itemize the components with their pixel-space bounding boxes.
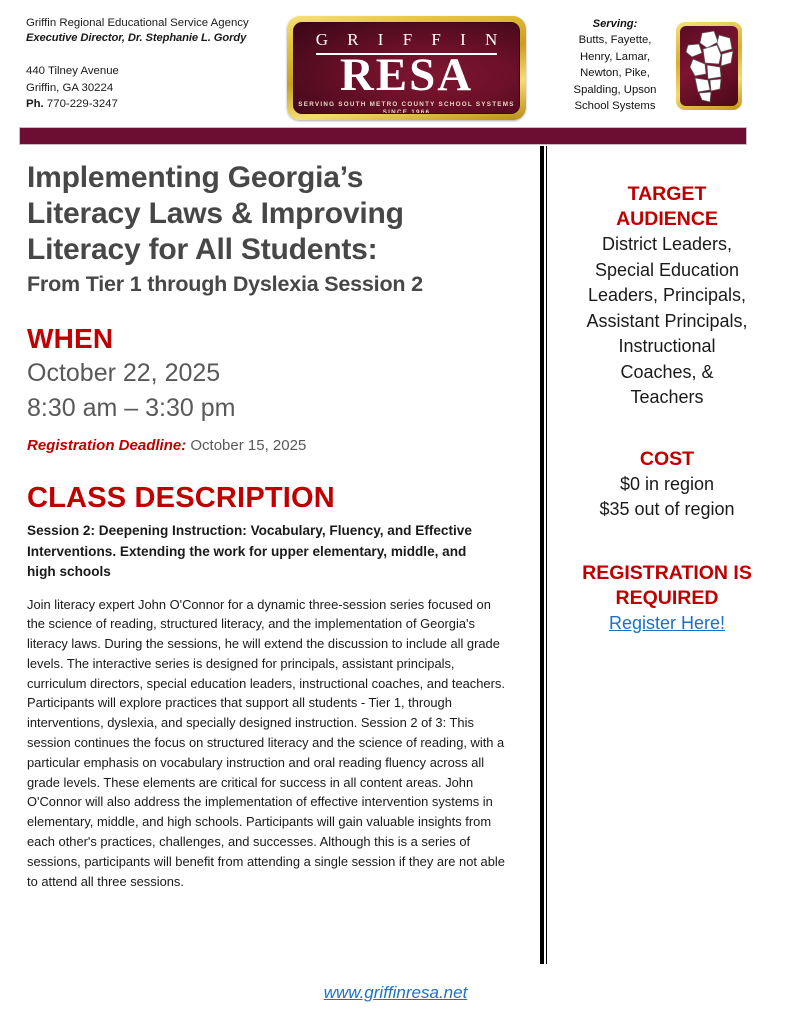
agency-name: Griffin Regional Educational Service Agency <box>26 17 249 29</box>
title-subtitle: From Tier 1 through Dyslexia Session 2 <box>27 272 423 296</box>
event-date: October 22, 2025 <box>27 359 221 387</box>
registration-heading-2: REQUIRED <box>615 586 719 609</box>
audience-line: Assistant Principals, <box>586 310 748 331</box>
target-audience-heading-2: AUDIENCE <box>616 208 718 230</box>
title-line: Implementing Georgia’s <box>27 161 364 194</box>
logo-tagline-primary: SERVING SOUTH METRO COUNTY SCHOOL SYSTEMS <box>298 101 515 108</box>
cost-block <box>562 447 772 523</box>
target-audience-block <box>562 182 772 411</box>
sidebar-column <box>562 182 772 634</box>
page-footer <box>0 983 791 1003</box>
agency-info-block <box>26 16 276 113</box>
map-plate <box>680 26 738 106</box>
cost-in-region: $0 in region <box>619 473 715 494</box>
serving-county-line: Spalding, Upson <box>573 83 657 96</box>
class-description-body: Join literacy expert John O'Connor for a dynamic three-session series focused on the science of reading, structured literacy, and the implementation of Georgia's literacy laws. During the sessions, he will extend the discussion to include all grade levels. The interactive series is designed for principals, assistant principals, curriculum directors, special education leaders, instructional coaches, and teachers. Participants will explore practices that support all students - Tier 1, through interventions, dyslexia, and specially designed instruction. Session 2 of 3: This session continues the focus on structured literacy and the science of reading, with a particular emphasis on vocabulary instruction and oral reading fluency across all grade levels. These elements are critical for success in all content areas. John O'Connor will also address the implementation of effective intervention systems in elementary, middle, and high schools. Participants will gain valuable insights from each other's practices, challenges, and successes. Although this is a series of sessions, participants will benefit from attending a single session if they are not able to attend all three sessions. <box>27 596 505 889</box>
phone-line <box>26 96 276 113</box>
title-line: Literacy Laws & Improving <box>27 197 404 230</box>
serving-label: Serving: <box>592 18 638 30</box>
class-description-heading: CLASS DESCRIPTION <box>27 482 335 514</box>
maroon-horizontal-bar <box>20 128 746 144</box>
logo-maroon-plate <box>293 22 520 114</box>
executive-director: Executive Director, Dr. Stephanie L. Gordy <box>26 32 247 44</box>
register-here-link[interactable]: Register Here! <box>608 612 726 633</box>
serving-county-line: School Systems <box>574 100 656 113</box>
audience-line: Instructional <box>618 336 716 356</box>
page-title <box>27 160 522 299</box>
audience-line: District Leaders, <box>601 234 733 254</box>
phone-label: Ph. <box>26 98 44 110</box>
registration-deadline <box>27 436 522 456</box>
logo-gold-frame <box>287 16 526 120</box>
deadline-date: October 15, 2025 <box>190 437 307 454</box>
address-line-2: Griffin, GA 30224 <box>26 81 114 94</box>
serving-county-line: Henry, Lamar, <box>579 50 651 63</box>
serving-county-line: Butts, Fayette, <box>578 34 652 46</box>
region-map-badge <box>676 22 742 110</box>
registration-block <box>562 561 772 634</box>
logo-tagline-year: SINCE 1966 <box>382 109 431 114</box>
audience-line: Special Education <box>594 259 740 280</box>
session-summary: Session 2: Deepening Instruction: Vocabulary, Fluency, and Effective Interventions. Extending the work for upper elementary, middle, and high schools <box>27 523 472 579</box>
main-content-column <box>27 160 522 891</box>
serving-counties-block <box>565 16 665 115</box>
logo-resa-text: RESA <box>339 49 474 101</box>
phone-number: 770-229-3247 <box>46 98 118 110</box>
event-time: 8:30 am – 3:30 pm <box>27 394 236 422</box>
griffin-resa-logo <box>287 16 526 120</box>
agency-address <box>26 63 276 113</box>
audience-line: Coaches, & <box>620 361 714 382</box>
title-line: Literacy for All Students: <box>27 233 378 266</box>
registration-heading: REGISTRATION IS <box>582 561 752 584</box>
serving-county-line: Newton, Pike, <box>580 67 650 80</box>
cost-heading: COST <box>639 447 695 470</box>
when-heading: WHEN <box>27 323 114 354</box>
audience-line: Leaders, Principals, <box>587 285 747 305</box>
vertical-column-divider <box>540 146 547 964</box>
map-gold-frame <box>676 22 742 110</box>
website-link[interactable]: www.griffinresa.net <box>323 983 468 1002</box>
audience-line: Teachers <box>630 387 704 407</box>
logo-griffin-text: G R I F F I N <box>315 30 505 49</box>
deadline-label: Registration Deadline: <box>27 437 187 454</box>
county-map-icon <box>680 26 738 106</box>
address-line-1: 440 Tilney Avenue <box>26 65 119 77</box>
page-header <box>0 0 791 122</box>
target-audience-heading: TARGET <box>627 183 707 205</box>
cost-out-of-region: $35 out of region <box>599 499 735 519</box>
